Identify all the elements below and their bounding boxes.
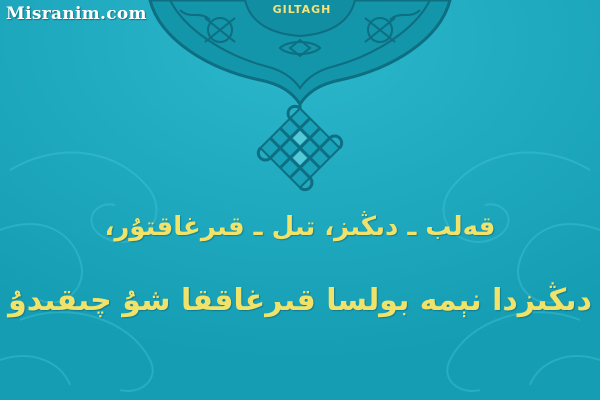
brand-label: GILTAGH (272, 3, 332, 16)
poem-line-1: قەلب ـ دىڭىز، تىل ـ قىرغاقتۇر، (104, 212, 496, 242)
poem-line-2: دىڭىزدا نېمە بولسا قىرغاققا شۇ چىقىدۇ (8, 283, 592, 318)
site-watermark: Misranim.com (6, 4, 147, 24)
